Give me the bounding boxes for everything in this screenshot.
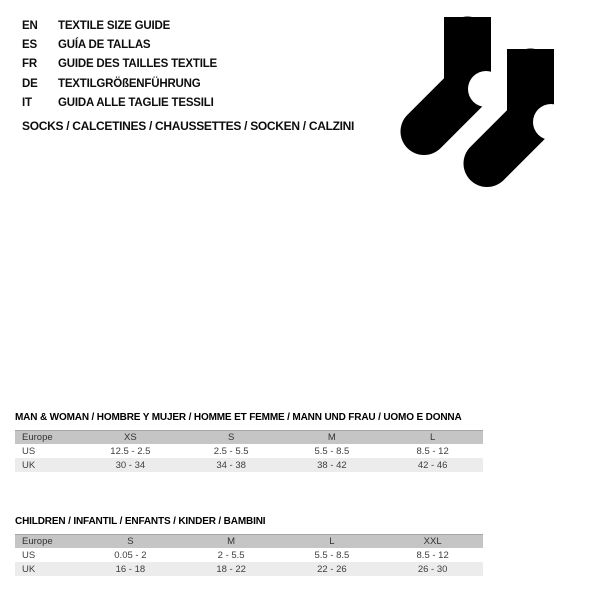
table-title: CHILDREN / INFANTIL / ENFANTS / KINDER / BAMBINI <box>15 516 266 527</box>
size-value: 34 - 38 <box>216 459 246 471</box>
product-category-title: SOCKS / CALCETINES / CHAUSSETTES / SOCKEN / CALZINI <box>22 119 355 133</box>
size-value: 8.5 - 12 <box>416 445 449 457</box>
table-row-uk <box>15 562 483 576</box>
language-row-en <box>22 16 217 35</box>
size-table-man-woman <box>15 412 483 472</box>
language-label: TEXTILE SIZE GUIDE <box>58 19 171 32</box>
size-value: 16 - 18 <box>115 563 146 575</box>
language-label: GUIDA ALLE TAGLIE TESSILI <box>58 97 214 110</box>
table-title: MAN & WOMAN / HOMBRE Y MUJER / HOMME ET FEMME / MANN UND FRAU / UOMO E DONNA <box>15 412 462 423</box>
column-header-size: M <box>327 432 336 443</box>
language-label: GUIDE DES TAILLES TEXTILE <box>58 58 217 71</box>
size-value: 22 - 26 <box>317 563 347 575</box>
language-label: TEXTILGRÖßENFÜHRUNG <box>58 77 201 90</box>
size-value: 2.5 - 5.5 <box>213 445 249 457</box>
column-header-size: L <box>429 432 436 443</box>
language-row-de <box>22 74 217 93</box>
language-row-es <box>22 35 217 54</box>
column-header-size: S <box>227 432 235 443</box>
row-label: UK <box>22 563 36 575</box>
column-header-size: XXL <box>423 536 442 547</box>
table-row-us <box>15 444 483 458</box>
size-table-children <box>15 516 483 576</box>
row-label: US <box>22 445 36 457</box>
size-value: 5.5 - 8.5 <box>314 549 350 561</box>
size-value: 5.5 - 8.5 <box>314 445 350 457</box>
size-value: 0.05 - 2 <box>114 549 147 561</box>
row-label: UK <box>22 459 36 471</box>
language-code: EN <box>22 19 38 32</box>
front-sock <box>487 49 569 164</box>
back-sock <box>424 17 504 132</box>
column-header-region: Europe <box>22 432 53 443</box>
language-row-it <box>22 94 217 113</box>
size-value: 26 - 30 <box>417 563 448 575</box>
language-code: IT <box>22 97 32 110</box>
column-header-size: S <box>127 536 134 547</box>
table-header-row <box>15 430 483 444</box>
size-value: 12.5 - 2.5 <box>110 445 151 457</box>
size-value: 18 - 22 <box>216 563 246 575</box>
size-value: 2 - 5.5 <box>217 549 245 561</box>
size-value: 42 - 46 <box>417 459 448 471</box>
socks-icon <box>400 0 600 190</box>
column-header-size: L <box>329 536 335 547</box>
column-header-size: M <box>227 536 236 547</box>
table-row-uk <box>15 458 483 472</box>
language-code: FR <box>22 58 37 71</box>
language-label: GUÍA DE TALLAS <box>58 39 151 52</box>
size-value: 8.5 - 12 <box>416 549 449 561</box>
language-list <box>22 16 217 113</box>
size-value: 30 - 34 <box>115 459 146 471</box>
table-row-us <box>15 548 483 562</box>
language-code: DE <box>22 77 38 90</box>
table-header-row <box>15 534 483 548</box>
row-label: US <box>22 549 36 561</box>
language-code: ES <box>22 39 37 52</box>
size-value: 38 - 42 <box>317 459 347 471</box>
language-row-fr <box>22 55 217 74</box>
column-header-region: Europe <box>22 536 53 547</box>
column-header-size: XS <box>124 432 137 443</box>
